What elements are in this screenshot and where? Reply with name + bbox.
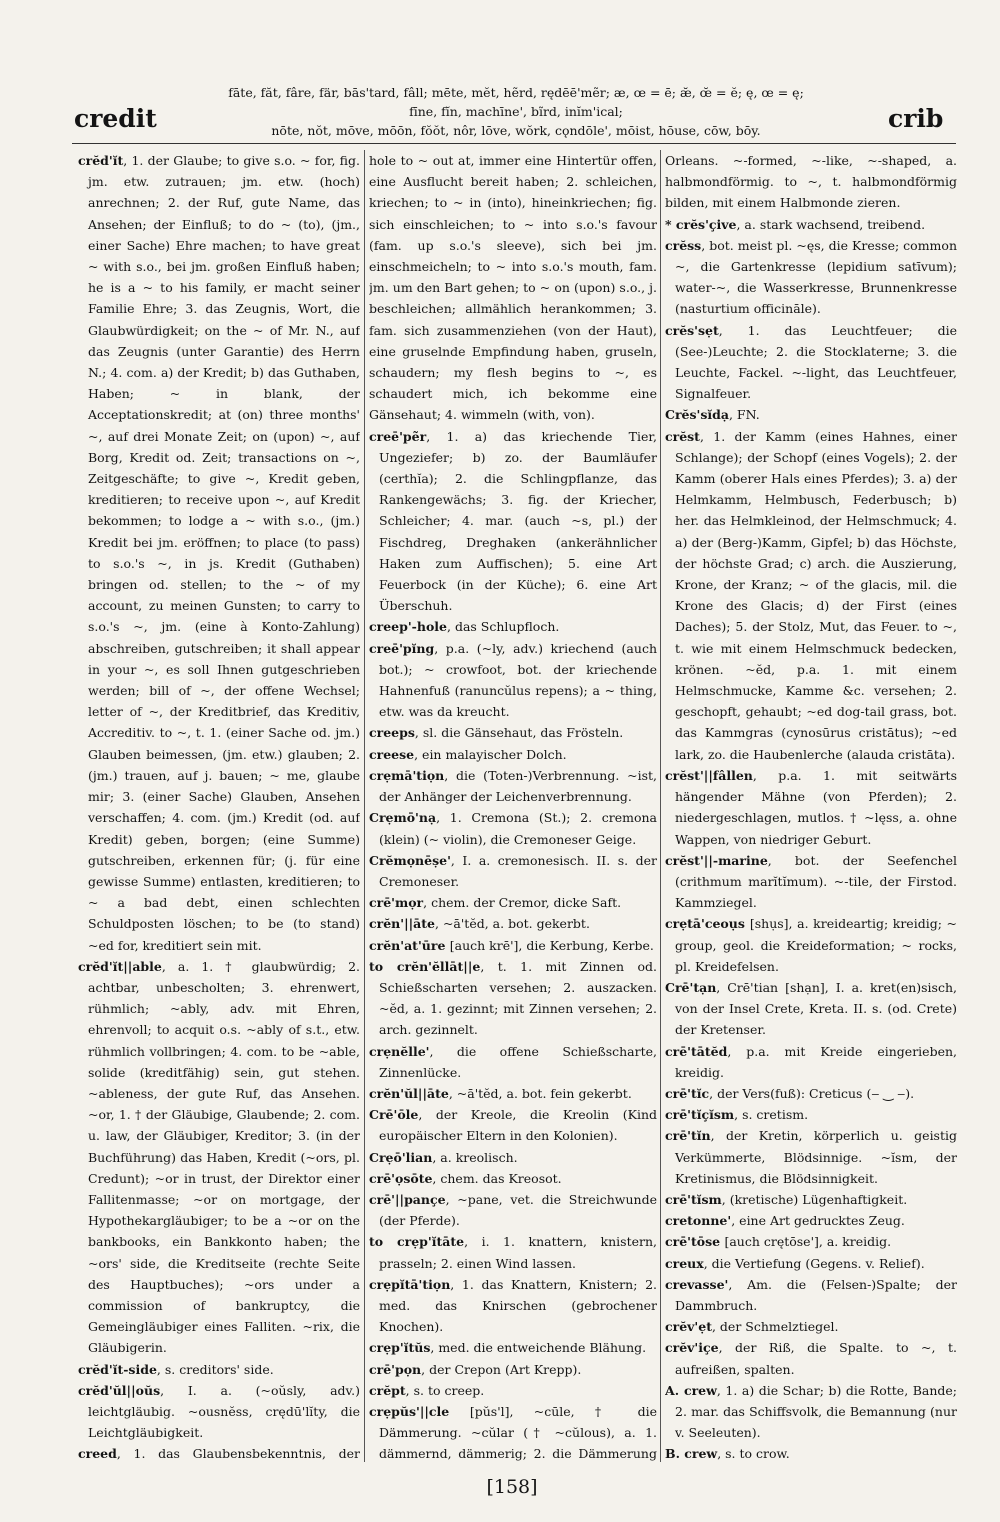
dictionary-entry: crē'ọsōte, chem. das Kreosot. (369, 1170, 562, 1186)
headword: crē'tĭçĭsm (665, 1107, 735, 1123)
headword: crē'tĭn (665, 1128, 711, 1144)
pronunciation-key-line: fīne, fĭn, machīne', bĩrd, inĭm'ical; (409, 104, 623, 119)
dictionary-entry: crẹpĭtā'tiọn, 1. das Knattern, Knistern; 2. med. das Knirschen (gebrochener Knochen). (369, 1276, 657, 1335)
dictionary-entry: crē'pọn, der Crepon (Art Krepp). (369, 1361, 582, 1377)
headword: crĕpt (369, 1382, 406, 1398)
dictionary-entry (665, 1465, 957, 1468)
headword: crĕv'ẹt (665, 1319, 712, 1335)
column-divider (660, 150, 661, 1462)
headword: to crĕn'ĕllāt||e (369, 958, 481, 974)
dictionary-entry: crē'tĭc, der Vers(fuß): Creticus (‒ ‿ ‒). (665, 1085, 915, 1101)
headword: crĕn'||āte (369, 916, 435, 932)
dictionary-entry: crē'||pançe, ~pane, vet. die Streichwunde (der Pferde). (369, 1191, 657, 1229)
dictionary-entry: creē'pẽr, 1. a) das kriechende Tier, Ungeziefer; b) zo. der Baumläufer (certhĭa); 2. die Schlingpflanze, das Rankengewächs; 3. fig. der Kriecher, Schleicher; 4. mar. (auch ~s, pl.) der Fischdreg, Dreghaken (ankerähnlicher Haken zum Auffischen); 5. eine Art Feuerbock (in der Küche); 6. eine Art Überschuh. (369, 428, 657, 614)
dictionary-entry: Crē'ōle, der Kreole, die Kreolin (Kind europäischer Eltern in den Kolonien). (369, 1107, 657, 1144)
dictionary-entry: B. crew, s. to crow. (665, 1446, 790, 1462)
dictionary-entry: * crĕs'çive, a. stark wachsend, treibend. (665, 216, 926, 232)
headword: crē'||pançe (369, 1191, 446, 1207)
headword: crẹmā'tiọn (369, 767, 445, 783)
headword: crĕn'ŭl||āte (369, 1085, 449, 1101)
page-number: [158] (486, 1476, 538, 1498)
dictionary-entry: creē'pĭng, p.a. (~ly, adv.) kriechend (auch bot.); ~ crowfoot, bot. der kriechende Hahnenfuß (ranuncŭlus repens); a ~ thing, etw. was da kreucht. (369, 640, 657, 720)
dictionary-entry: crĕss, bot. meist pl. ~ęs, die Kresse; common ~, die Gartenkresse (lepidium satīvum); water-~, die Wasserkresse, Brunnenkresse (nasturtium officināle). (665, 237, 957, 317)
headword: Crē'tạn (665, 979, 717, 995)
dictionary-entry: to crẹp'ĭtāte, i. 1. knattern, knistern, prasseln; 2. einen Wind lassen. (369, 1234, 657, 1271)
dictionary-entry: creep'-hole, das Schlupfloch. (369, 619, 560, 635)
dictionary-entry: crĕd'ŭl||oŭs, I. a. (~oŭsly, adv.) leichtgläubig. ~ousnĕss, crędū'lĭty, die Leichtgläubigkeit. (78, 1382, 360, 1441)
dictionary-entry: Orleans. ~-formed, ~-like, ~-shaped, a. halbmondförmig. to ~, t. halbmondförmig bilden, mit einem Halbmonde zieren. (665, 153, 957, 211)
column-right (665, 150, 957, 1468)
headword: crē'tĭsm (665, 1191, 722, 1207)
dictionary-entry: creed, 1. das Glaubensbekenntnis, der (78, 1446, 360, 1462)
header-guide-word-right: crib (888, 104, 944, 133)
dictionary-entry: Crẹmō'nạ, 1. Cremona (St.); 2. cremona (klein) (~ violin), die Cremoneser Geige. (369, 810, 657, 847)
dictionary-entry: crẹpŭs'||cle [pŭs'l], ~cūle, † die Dämmerung. ~cŭlar († ~cŭlous), a. 1. dämmernd, dämmerig; 2. die Dämmerung (369, 1403, 657, 1462)
pronunciation-key-line: fāte, făt, fâre, fär, bās'tard, fâll; mēte, mĕt, hẽrd, rędēē'mẽr; æ, œ = ē; æ̆, œ̆ = ĕ; ę, œ = ę; (228, 85, 804, 100)
dictionary-entry: hole to ~ out at, immer eine Hintertür offen, eine Ausflucht bereit haben; 2. schleichen, kriechen; to ~ in (into), hineinkriechen; fig. sich einschleichen; to ~ into s.o.'s favour (fam. up s.o.'s sleeve), sich bei jm. einschmeicheln; to ~ into s.o.'s mouth, fam. jm. um den Bart gehen; to ~ on (upon) s.o., j. beschleichen; allmählich herankommen; 3. fam. sich zusammenziehen (von der Haut), eine gruselnde Empfindung haben, gruseln, schaudern; my flesh begins to ~, es schaudert mich, ich bekomme eine Gänsehaut; 4. wimmeln (with, von). (369, 153, 657, 423)
dictionary-entry: Crē'tạn, Crē'tian [shạn], I. a. kret(en)sisch, von der Insel Crete, Kreta. II. s. (od. Crete) der Kretenser. (665, 979, 957, 1038)
headword: crĕn'at'ūre (369, 937, 450, 953)
headword: crĕst (665, 428, 700, 444)
headword: to crẹp'ĭtāte (369, 1234, 465, 1250)
headword: creep'-hole (369, 619, 447, 635)
dictionary-entry: crĕs'sẹt, 1. das Leuchtfeuer; die (See-)Leuchte; 2. die Stocklaterne; 3. die Leuchte, Fackel. ~-light, das Leuchtfeuer, Signalfeuer. (665, 322, 957, 402)
headword: crĕd'ŭl||oŭs (78, 1382, 161, 1398)
dictionary-entry: cretonne', eine Art gedrucktes Zeug. (665, 1213, 905, 1229)
headword: crē'tōse (665, 1234, 725, 1250)
dictionary-entry: crẹtā'ceoụs [shụs], a. kreideartig; kreidig; ~ group, geol. die Kreideformation; ~ rocks, pl. Kreidefelsen. (665, 916, 957, 974)
headword: A. crew (665, 1382, 717, 1398)
headword: crē'tĭc (665, 1085, 710, 1101)
dictionary-entry: crē'tātĕd, p.a. mit Kreide eingerieben, kreidig. (665, 1043, 957, 1080)
dictionary-entry: crĕst'||-marine, bot. der Seefenchel (crithmum marĭtĭmum). ~-tile, der Firstod. Kammziegel. (665, 852, 957, 911)
headword: Crẹō'lian (369, 1149, 433, 1165)
dictionary-entry: crĕd'ĭt, 1. der Glaube; to give s.o. ~ for, fig. jm. etw. zutrauen; jm. etw. (hoch) anrechnen; 2. der Ruf, gute Name, das Ansehen; der Einfluß; to do ~ (to), (jm., einer Sache) Ehre machen; to have great ~ with s.o., bei jm. großen Einfluß haben; he is a ~ to his family, er macht seiner Familie Ehre; 3. das Zeugnis, Wort, die Glaubwürdigkeit; on the ~ of Mr. N., auf das Zeugnis (unter Garantie) des Herrn N.; 4. com. a) der Kredit; b) das Guthaben, Haben; ~ in blank, der Acceptationskredit; at (on) three months' ~, auf drei Monate Zeit; on (upon) ~, auf Borg, Kredit od. Zeit; transactions on ~, Zeitgeschäfte; to give ~, Kredit geben, kreditieren; to receive upon ~, auf Kredit bekommen; to lodge a ~ with s.o., (jm.) Kredit bei jm. eröffnen; to place (to pass) to s.o.'s ~, in js. Kredit (Guthaben) bringen od. stellen; to the ~ of my account, zu meinen Gunsten; to carry to s.o.'s ~, jm. (eine à Konto-Zahlung) abschreiben, gutschreiben; it shall appear in your ~, es soll Ihnen gutgeschrieben werden; bill of ~, der offene Wechsel; letter of ~, der Kreditbrief, das Kreditiv, Accreditiv. to ~, t. 1. (einer Sache od. jm.) Glauben beimessen, (jm. etw.) glauben; 2. (jm.) trauen, auf j. bauen; ~ me, glaube mir; 3. (einer Sache) Glauben, Ansehen verschaffen; 4. com. (jm.) Kredit (od. auf Kredit) geben, borgen; (eine Summe) gutschreiben, erkennen für; (j. für eine gewisse Summe) entlasten, kreditieren; to ~ a bad debt, einen schlechten Schuldposten löschen; to be (to stand) ~ed for, kreditiert sein mit. (78, 153, 360, 953)
dictionary-entry: crē'tōse [auch crętōse'], a. kreidig. (665, 1234, 892, 1250)
pronunciation-key-line: nōte, nŏt, mōve, mōōn, fŏŏt, nôr, lōve, wŏrk, cǫndōle', mōist, hōuse, cōw, bōy. (271, 123, 761, 138)
headword: crē'tātĕd (665, 1043, 728, 1059)
dictionary-entry: crē'mọr, chem. der Cremor, dicke Saft. (369, 895, 622, 911)
headword: crē'mọr (369, 895, 424, 911)
headword: crẹp'ĭtŭs (369, 1340, 431, 1356)
dictionary-entry: crĕv'ẹt, der Schmelztiegel. (665, 1319, 839, 1335)
dictionary-entry: crẹmā'tiọn, die (Toten-)Verbrennung. ~ist, der Anhänger der Leichenverbrennung. (369, 767, 657, 805)
dictionary-entry: Crĕmọnēṣe', I. a. cremonesisch. II. s. der Cremoneser. (369, 852, 657, 889)
headword: crĕd'ĭt (78, 153, 124, 168)
headword: crĕst'||-marine (665, 852, 768, 868)
headword: crē'pọn (369, 1361, 422, 1377)
headword: crĕd'ĭt||able (78, 958, 162, 974)
headword: creē'pĭng (369, 640, 435, 656)
dictionary-entry: A. crew, 1. a) die Schar; b) die Rotte, Bande; 2. mar. das Schiffsvolk, die Bemannung (nur v. Seeleuten). (665, 1382, 957, 1441)
dictionary-entry: crē'tĭçĭsm, s. cretism. (665, 1107, 809, 1123)
dictionary-entry: crĕv'içe, der Riß, die Spalte. to ~, t. aufreißen, spalten. (665, 1340, 957, 1377)
dictionary-entry: crĕd'ĭt||able, a. 1. † glaubwürdig; 2. achtbar, unbescholten; 3. ehrenwert, rühmlich; ~ably, adv. mit Ehren, ehrenvoll; to acquit o.s. ~ably of s.t., etw. rühmlich vollbringen; 4. com. to be ~able, solide (kreditfähig) sein, gut stehen. ~ableness, der gute Ruf, das Ansehen. ~or, 1. † der Gläubige, Glaubende; 2. com. u. law, der Gläubiger, Kreditor; 3. (in der Buchführung) das Haben, Kredit (~ors, pl. Credunt); ~or in trust, der Direktor einer Fallitenmasse; ~or on mortgage, der Hypothekargläubiger; to be a ~or on the bankbooks, ein Bankkonto haben; the ~ors' side, die Kreditseite (rechte Seite des Hauptbuches); ~ors under a commission of bankruptcy, die Gemeingläubiger eines Falliten. ~rix, die Gläubigerin. (78, 958, 360, 1356)
headword: crevasse' (665, 1276, 729, 1292)
headword: Crẹmō'nạ (369, 810, 437, 826)
headword: crẹtā'ceoụs (665, 916, 750, 932)
headword: Crē'ōle (369, 1107, 419, 1123)
dictionary-entry: crĕn'at'ūre [auch krē'], die Kerbung, Kerbe. (369, 937, 654, 953)
headword: crẹnĕlle' (369, 1043, 430, 1059)
header-rule (72, 143, 956, 144)
dictionary-entry: crĕst, 1. der Kamm (eines Hahnes, einer Schlange); der Schopf (eines Vogels); 2. der Kamm (oberer Hals eines Pferdes); 3. a) der Helmkamm, Helmbusch, Federbusch; b) her. das Helmkleinod, der Helmschmuck; 4. a) der (Berg-)Kamm, Gipfel; b) das Höchste, der höchste Grad; c) arch. die Auszierung, Krone, der Kranz; ~ of the glacis, mil. die Krone des Glacis; d) der First (eines Daches); 5. der Stolz, Mut, das Feuer. to ~, t. wie mit einem Helmschmuck bedecken, krönen. ~ĕd, p.a. 1. mit einem Helmschmucke, Kamme &c. versehen; 2. geschopft, gehaubt; ~ed dog-tail grass, bot. das Kammgras (cynosūrus cristātus); ~ed lark, zo. die Haubenlerche (alauda cristāta). (665, 428, 957, 762)
dictionary-entry: crẹnĕlle', die offene Schießscharte, Zinnenlücke. (369, 1043, 657, 1080)
dictionary-entry: crē'tĭn, der Kretin, körperlich u. geistig Verkümmerte, Blödsinnige. ~ĭsm, der Kretinismus, die Blödsinnigkeit. (665, 1128, 957, 1186)
headword: Crĕmọnēṣe' (369, 852, 451, 868)
headword: crĕss (665, 237, 702, 253)
dictionary-entry: crĕst'||fâllen, p.a. 1. mit seitwärts hängender Mähne (von Pferden); 2. niedergeschlagen, mutlos. † ~lęss, a. ohne Wappen, von niedriger Geburt. (665, 767, 957, 847)
dictionary-entry: to crĕn'ĕllāt||e, t. 1. mit Zinnen od. Schießscharten versehen; 2. auszacken. ~ĕd, a. 1. gezinnt; mit Zinnen versehen; 2. arch. gezinnelt. (369, 958, 657, 1038)
dictionary-entry: creese, ein malayischer Dolch. (369, 746, 567, 762)
dictionary-entry: creeps, sl. die Gänsehaut, das Frösteln. (369, 725, 624, 741)
dictionary-entry: crĕd'ĭt-side, s. creditors' side. (78, 1361, 274, 1377)
headword: B. crew (665, 1446, 718, 1462)
dictionary-entry: crĕn'||āte, ~ā'tĕd, a. bot. gekerbt. (369, 916, 590, 932)
headword: crẹpŭs'||cle (369, 1403, 470, 1419)
dictionary-entry: crē'tĭsm, (kretische) Lügenhaftigkeit. (665, 1191, 908, 1207)
headword: crĕst'||fâllen (665, 767, 753, 783)
headword: crĕs'sẹt (665, 322, 719, 338)
headword: creese (369, 746, 415, 762)
column-middle (369, 150, 657, 1468)
headword: creē'pẽr (369, 428, 427, 444)
headword: creed (78, 1446, 117, 1462)
dictionary-entry: crevasse', Am. die (Felsen-)Spalte; der Dammbruch. (665, 1276, 957, 1313)
headword: crĕd'ĭt-side (78, 1361, 157, 1377)
headword: Crĕs'sĭdạ (665, 407, 729, 423)
headword: cretonne' (665, 1213, 732, 1229)
headword: creux (665, 1255, 704, 1271)
headword: * crĕs'çive (665, 216, 737, 232)
column-left (78, 150, 360, 1468)
header-guide-word-left: credit (74, 104, 157, 133)
dictionary-entry: crĕpt, s. to creep. (369, 1382, 485, 1398)
headword: crẹpĭtā'tiọn (369, 1276, 451, 1292)
dictionary-entry: creux, die Vertiefung (Gegens. v. Relief). (665, 1255, 925, 1271)
dictionary-entry: Crĕs'sĭdạ, FN. (665, 407, 760, 423)
headword: creeps (369, 725, 415, 741)
headword: crē'ọsōte (369, 1170, 433, 1186)
headword: crĕv'içe (665, 1340, 719, 1356)
dictionary-entry: crĕn'ŭl||āte, ~ā'tĕd, a. bot. fein gekerbt. (369, 1085, 632, 1101)
column-divider (364, 150, 365, 1462)
pronunciation-key (196, 83, 836, 140)
dictionary-entry: Crẹō'lian, a. kreolisch. (369, 1149, 518, 1165)
dictionary-entry: crẹp'ĭtŭs, med. die entweichende Blähung. (369, 1340, 647, 1356)
